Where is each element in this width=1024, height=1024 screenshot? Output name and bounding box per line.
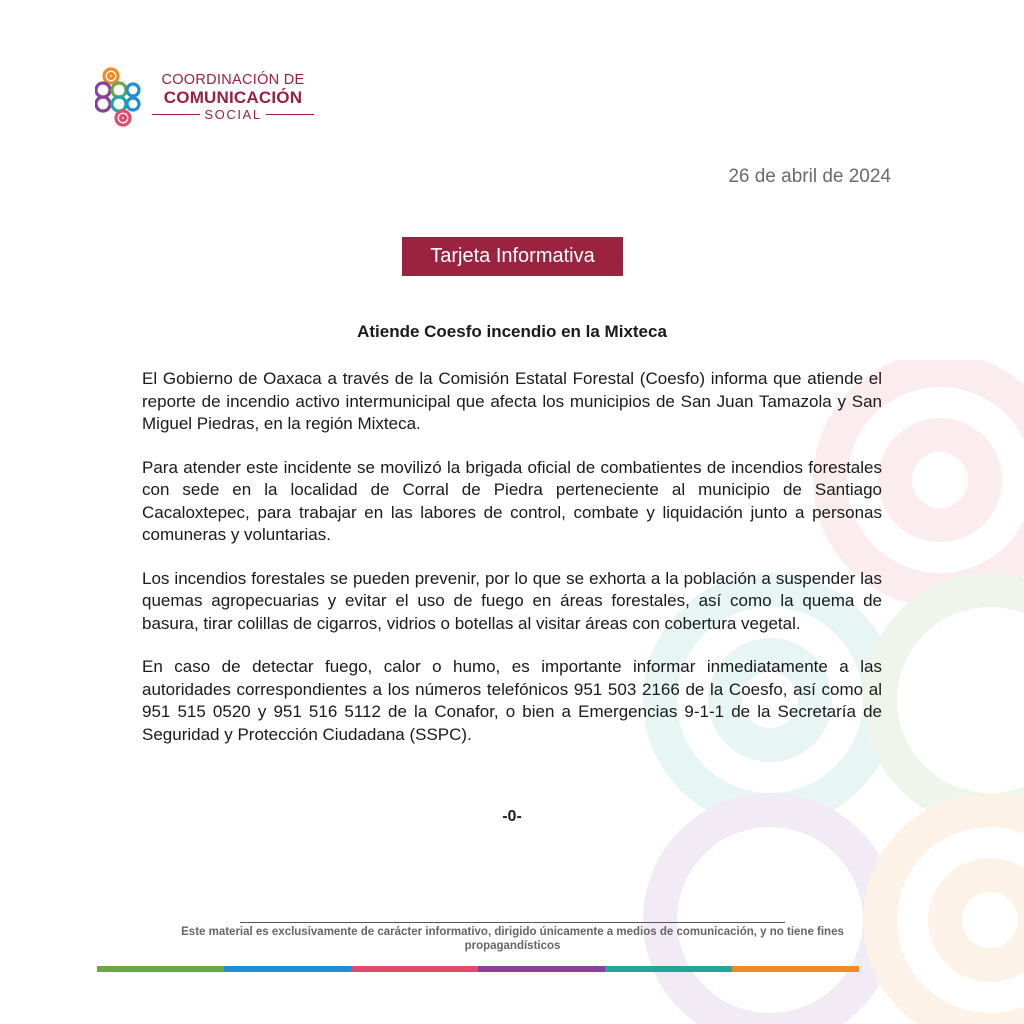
disclaimer-text: Este material es exclusivamente de carácter informativo, dirigido únicamente a medios de comunicación, y no tiene fines propagandísticos bbox=[181, 926, 844, 952]
document-date: 26 de abril de 2024 bbox=[728, 166, 891, 187]
logo-line-comunicacion: COMUNICACIÓN bbox=[163, 88, 303, 107]
logo-line-social bbox=[148, 107, 318, 122]
color-segment bbox=[224, 966, 351, 972]
color-segment bbox=[605, 966, 732, 972]
headline: Atiende Coesfo incendio en la Mixteca bbox=[357, 322, 667, 341]
knot-spiral-logo-icon bbox=[95, 66, 141, 128]
paragraph: El Gobierno de Oaxaca a través de la Comisión Estatal Forestal (Coesfo) informa que atiende el reporte de incendio activo intermunicipal que afecta los municipios de San Juan Tamazola y San Miguel Piedras, en la región Mixteca. bbox=[142, 369, 882, 433]
color-segment bbox=[732, 966, 859, 972]
end-mark: -0- bbox=[502, 808, 522, 825]
logo-wordmark bbox=[148, 72, 318, 122]
footer-color-bar bbox=[97, 966, 859, 972]
logo-social-text: SOCIAL bbox=[204, 107, 262, 122]
color-segment bbox=[97, 966, 224, 972]
logo-rule-right bbox=[266, 114, 314, 115]
organization-logo bbox=[95, 66, 325, 130]
logo-rule-left bbox=[152, 114, 200, 115]
footer-divider bbox=[240, 922, 785, 923]
paragraph: Para atender este incidente se movilizó la brigada oficial de combatientes de incendios forestales con sede en la localidad de Corral de Piedra perteneciente al municipio de Santiago Cacaloxtepec, para trabajar en las labores de control, combate y liquidación junto a personas comuneras y voluntarias. bbox=[142, 457, 882, 544]
document-type-tag: Tarjeta Informativa bbox=[402, 237, 623, 276]
article-body bbox=[142, 368, 882, 767]
color-segment bbox=[351, 966, 478, 972]
paragraph: Los incendios forestales se pueden prevenir, por lo que se exhorta a la población a suspender las quemas agropecuarias y evitar el uso de fuego en áreas forestales, así como la quema de basura, tirar colillas de cigarros, vidrios o botellas al visitar áreas con cobertura vegetal. bbox=[142, 568, 882, 633]
paragraph: En caso de detectar fuego, calor o humo, es importante informar inmediatamente a las autoridades correspondientes a los números telefónicos 951 503 2166 de la Coesfo, así como al 951 515 0520 y 951 516 5112 de la Conafor, o bien a Emergencias 9-1-1 de la Secretaría de Seguridad y Protección Ciudadana (SSPC). bbox=[142, 657, 882, 744]
logo-line-coordinacion: COORDINACIÓN DE bbox=[161, 72, 305, 88]
color-segment bbox=[478, 966, 605, 972]
